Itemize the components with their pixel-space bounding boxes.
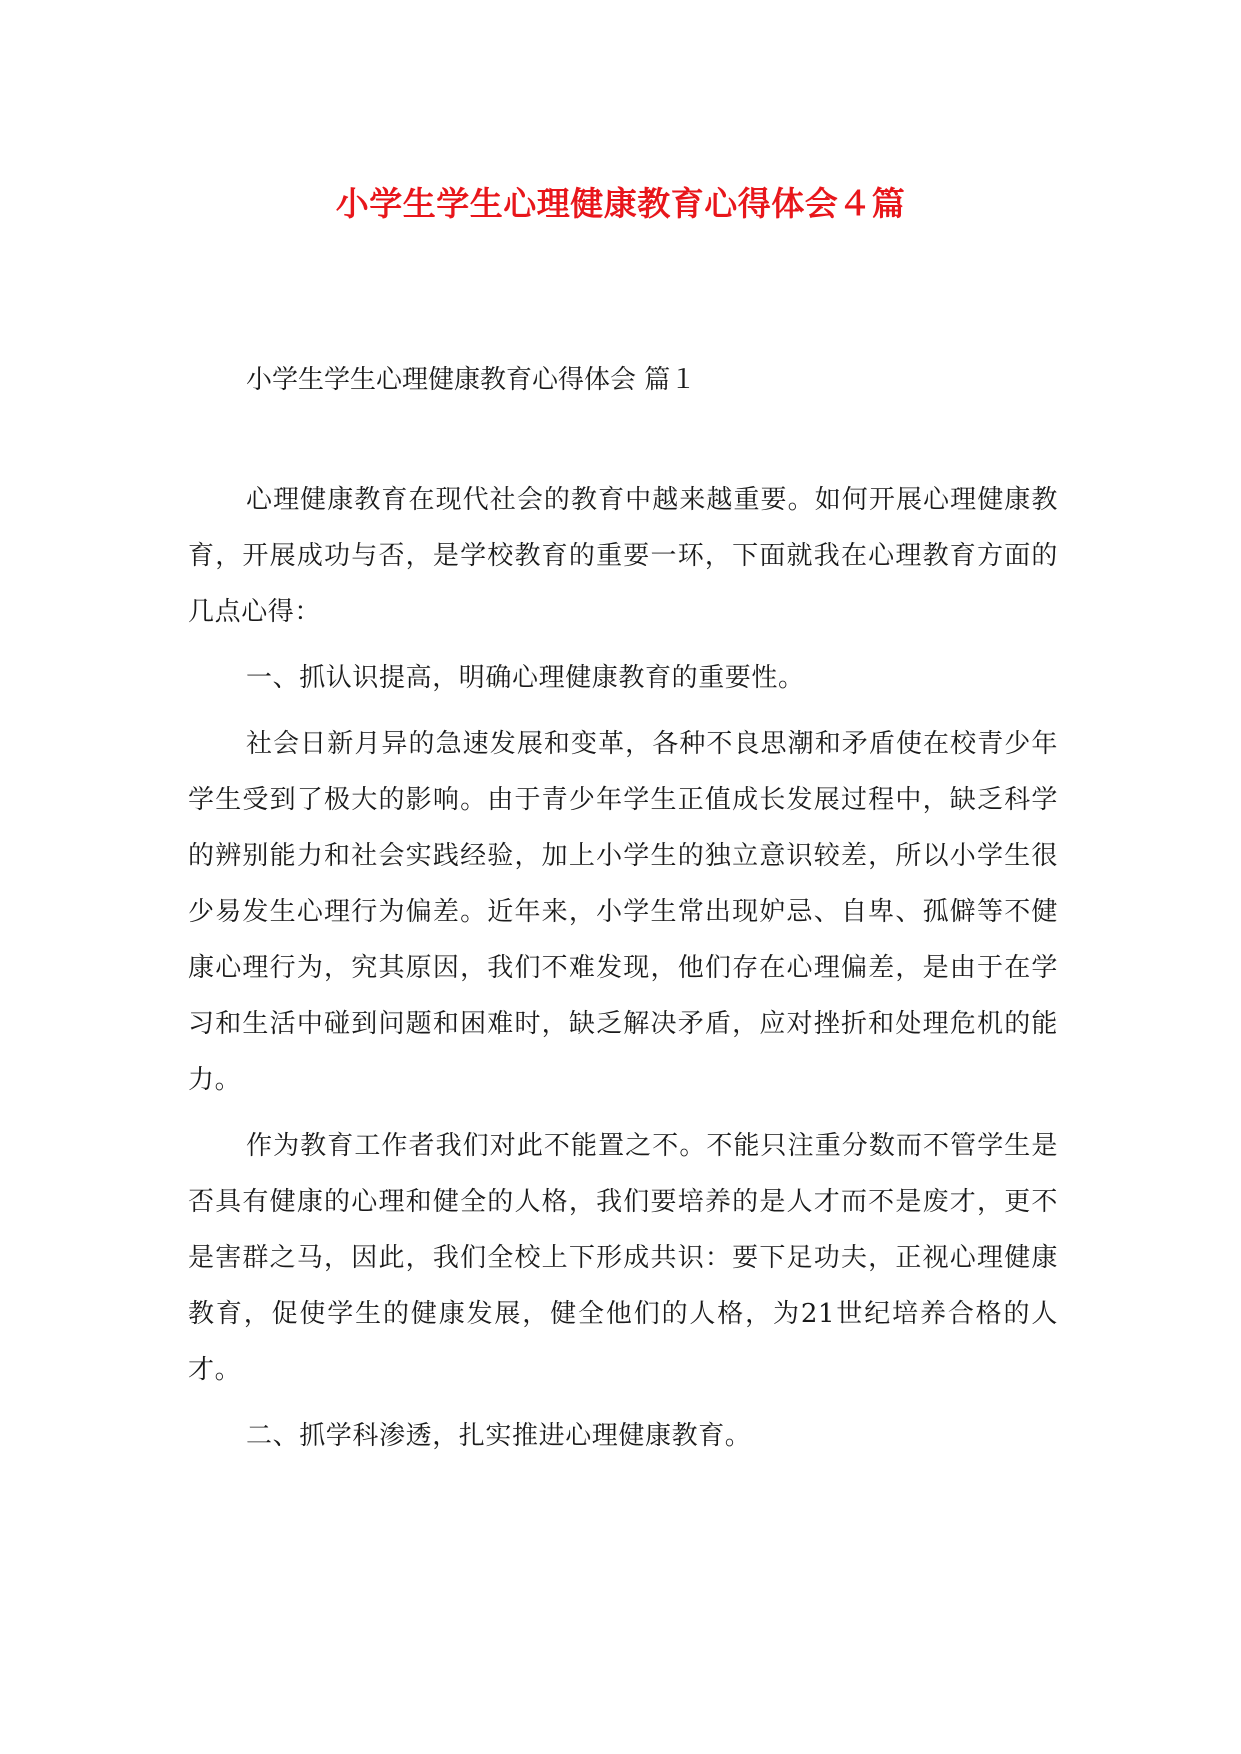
- paragraph-intro: 心理健康教育在现代社会的教育中越来越重要。如何开展心理健康教育，开展成功与否，是学校教育的重要一环，下面就我在心理教育方面的几点心得：: [188, 485, 1058, 627]
- paragraph-point-one: 一、抓认识提高，明确心理健康教育的重要性。: [246, 663, 805, 693]
- section-heading: 小学生学生心理健康教育心得体会 篇１: [246, 365, 697, 395]
- document-body: [188, 360, 1058, 1464]
- paragraph-society: 社会日新月异的急速发展和变革，各种不良思潮和矛盾使在校青少年学生受到了极大的影响。由于青少年学生正值成长发展过程中，缺乏科学的辨别能力和社会实践经验，加上小学生的独立意识较差，所以小学生很少易发生心理行为偏差。近年来，小学生常出现妒忌、自卑、孤僻等不健康心理行为，究其原因，我们不难发现，他们存在心理偏差，是由于在学习和生活中碰到问题和困难时，缺乏解决矛盾，应对挫折和处理危机的能力。: [188, 729, 1058, 1095]
- paragraph-educators: 作为教育工作者我们对此不能置之不。不能只注重分数而不管学生是否具有健康的心理和健全的人格，我们要培养的是人才而不是废才，更不是害群之马，因此，我们全校上下形成共识：要下足功夫，正视心理健康教育，促使学生的健康发展，健全他们的人格，为21世纪培养合格的人才。: [188, 1131, 1058, 1385]
- paragraph-point-two: 二、抓学科渗透，扎实推进心理健康教育。: [246, 1421, 752, 1451]
- document-title: 小学生学生心理健康教育心得体会４篇: [335, 184, 906, 224]
